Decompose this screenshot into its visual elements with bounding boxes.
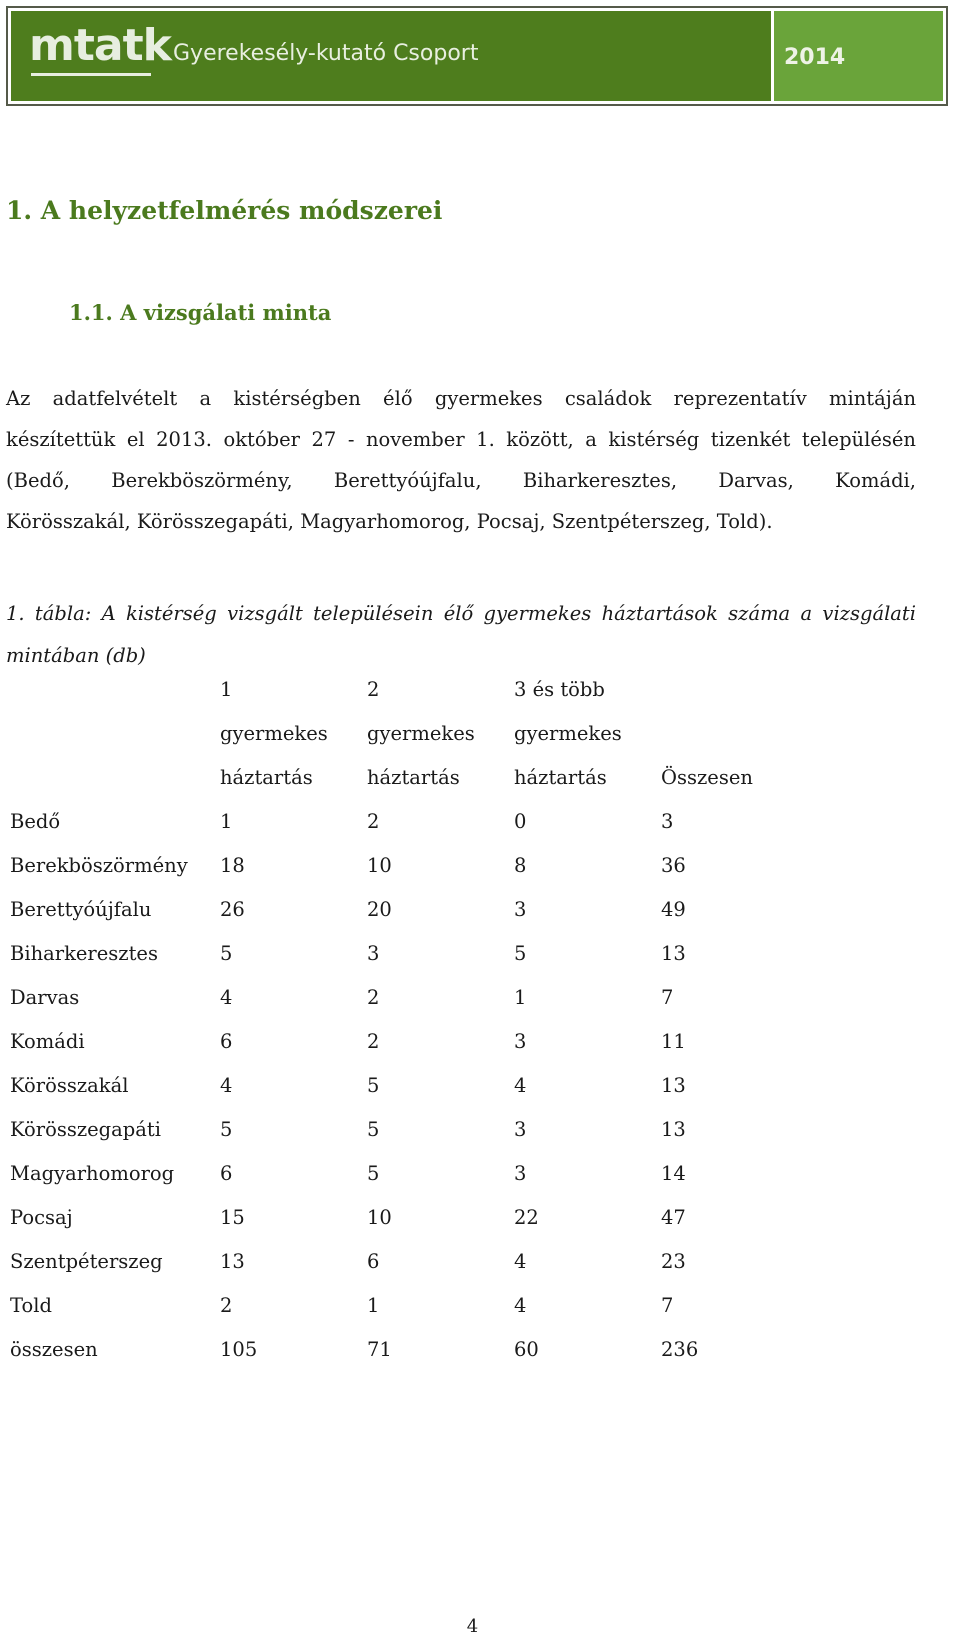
paragraph-line: készítettük el 2013. október 27 - november 1. között, a kistérség tizenkét településén bbox=[6, 428, 916, 451]
settlement-cell: Komádi bbox=[10, 1030, 85, 1053]
table-row bbox=[6, 800, 801, 844]
value-cell: 105 bbox=[220, 1338, 258, 1361]
value-cell: 7 bbox=[661, 1294, 674, 1317]
settlement-cell: Bedő bbox=[10, 810, 61, 833]
table-row bbox=[6, 888, 801, 932]
value-cell: 60 bbox=[514, 1338, 539, 1361]
intro-paragraph bbox=[6, 378, 916, 542]
value-cell: 10 bbox=[367, 854, 392, 877]
value-cell: 20 bbox=[367, 898, 392, 921]
table-row bbox=[6, 932, 801, 976]
value-cell: 5 bbox=[514, 942, 527, 965]
header-cell-settlement bbox=[6, 668, 220, 800]
logo-underline bbox=[31, 73, 151, 76]
value-cell: 10 bbox=[367, 1206, 392, 1229]
value-cell: 5 bbox=[220, 1118, 233, 1141]
value-cell: 5 bbox=[367, 1118, 380, 1141]
banner-inner bbox=[11, 11, 943, 101]
settlement-cell: Magyarhomorog bbox=[10, 1162, 175, 1185]
value-cell: 2 bbox=[220, 1294, 233, 1317]
header-cell-two-children: 2 gyermekes háztartás bbox=[367, 678, 475, 789]
value-cell: 2 bbox=[367, 1030, 380, 1053]
settlement-cell: Körösszakál bbox=[10, 1074, 129, 1097]
settlement-cell: Berekböszörmény bbox=[10, 854, 188, 877]
value-cell: 6 bbox=[220, 1030, 233, 1053]
value-cell: 71 bbox=[367, 1338, 392, 1361]
value-cell: 15 bbox=[220, 1206, 245, 1229]
value-cell: 22 bbox=[514, 1206, 539, 1229]
value-cell: 47 bbox=[661, 1206, 686, 1229]
table-row bbox=[6, 1196, 801, 1240]
table-row bbox=[6, 844, 801, 888]
value-cell: 11 bbox=[661, 1030, 686, 1053]
value-cell: 13 bbox=[661, 1118, 686, 1141]
section-heading: 1. A helyzetfelmérés módszerei bbox=[6, 196, 443, 225]
value-cell: 1 bbox=[367, 1294, 380, 1317]
table-row bbox=[6, 1020, 801, 1064]
table-row bbox=[6, 1240, 801, 1284]
value-cell: 3 bbox=[514, 1030, 527, 1053]
value-cell: 18 bbox=[220, 854, 245, 877]
header-banner bbox=[6, 6, 948, 106]
value-cell: 6 bbox=[367, 1250, 380, 1273]
value-cell: 13 bbox=[661, 1074, 686, 1097]
settlement-cell: Darvas bbox=[10, 986, 80, 1009]
table-header-row bbox=[6, 668, 801, 800]
banner-title: Gyerekesély-kutató Csoport bbox=[173, 41, 479, 66]
value-cell: 5 bbox=[367, 1074, 380, 1097]
value-cell: 5 bbox=[220, 942, 233, 965]
value-cell: 3 bbox=[514, 898, 527, 921]
value-cell: 3 bbox=[367, 942, 380, 965]
value-cell: 236 bbox=[661, 1338, 699, 1361]
value-cell: 23 bbox=[661, 1250, 686, 1273]
paragraph-line: Körösszakál, Körösszegapáti, Magyarhomorog, Pocsaj, Szentpéterszeg, Told). bbox=[6, 510, 773, 533]
value-cell: 3 bbox=[514, 1162, 527, 1185]
value-cell: 3 bbox=[514, 1118, 527, 1141]
value-cell: 4 bbox=[220, 1074, 233, 1097]
value-cell: 2 bbox=[367, 810, 380, 833]
table-body bbox=[6, 800, 801, 1372]
value-cell: 4 bbox=[514, 1250, 527, 1273]
table-caption bbox=[6, 593, 916, 677]
value-cell: 14 bbox=[661, 1162, 686, 1185]
caption-line: mintában (db) bbox=[6, 644, 146, 667]
header-cell-one-child: 1 gyermekes háztartás bbox=[220, 678, 328, 789]
header-cell-total: Összesen bbox=[661, 766, 753, 789]
table-row bbox=[6, 976, 801, 1020]
table-row bbox=[6, 1284, 801, 1328]
value-cell: 13 bbox=[220, 1250, 245, 1273]
banner-year: 2014 bbox=[784, 45, 846, 70]
settlement-cell: Szentpéterszeg bbox=[10, 1250, 163, 1273]
table-row bbox=[6, 1328, 801, 1372]
value-cell: 7 bbox=[661, 986, 674, 1009]
paragraph-line: Az adatfelvételt a kistérségben élő gyermekes családok reprezentatív mintáján bbox=[6, 387, 916, 410]
header-cell-three-plus-children: 3 és több gyermekes háztartás bbox=[514, 678, 622, 789]
value-cell: 0 bbox=[514, 810, 527, 833]
settlement-cell: Biharkeresztes bbox=[10, 942, 158, 965]
settlement-cell: Berettyóújfalu bbox=[10, 898, 152, 921]
value-cell: 3 bbox=[661, 810, 674, 833]
table-row bbox=[6, 1064, 801, 1108]
table-row bbox=[6, 1152, 801, 1196]
value-cell: 26 bbox=[220, 898, 245, 921]
settlement-cell: Körösszegapáti bbox=[10, 1118, 161, 1141]
value-cell: 8 bbox=[514, 854, 527, 877]
value-cell: 36 bbox=[661, 854, 686, 877]
table-row bbox=[6, 1108, 801, 1152]
banner-main-panel bbox=[11, 11, 771, 101]
value-cell: 6 bbox=[220, 1162, 233, 1185]
paragraph-line: (Bedő, Berekböszörmény, Berettyóújfalu, Biharkeresztes, Darvas, Komádi, bbox=[6, 469, 916, 492]
settlement-cell: Pocsaj bbox=[10, 1206, 73, 1229]
value-cell: 4 bbox=[220, 986, 233, 1009]
banner-year-panel bbox=[774, 11, 943, 101]
caption-line: 1. tábla: A kistérség vizsgált településein élő gyermekes háztartások száma a vizsgálati bbox=[6, 602, 916, 625]
subsection-heading: 1.1. A vizsgálati minta bbox=[69, 300, 332, 325]
value-cell: 49 bbox=[661, 898, 686, 921]
page-number: 4 bbox=[466, 1616, 479, 1637]
value-cell: 13 bbox=[661, 942, 686, 965]
value-cell: 1 bbox=[514, 986, 527, 1009]
value-cell: 4 bbox=[514, 1074, 527, 1097]
value-cell: 2 bbox=[367, 986, 380, 1009]
value-cell: 1 bbox=[220, 810, 233, 833]
value-cell: 5 bbox=[367, 1162, 380, 1185]
logo: mtatk bbox=[29, 20, 171, 71]
settlement-cell: összesen bbox=[10, 1338, 98, 1361]
household-table bbox=[6, 668, 801, 1372]
value-cell: 4 bbox=[514, 1294, 527, 1317]
settlement-cell: Told bbox=[10, 1294, 52, 1317]
